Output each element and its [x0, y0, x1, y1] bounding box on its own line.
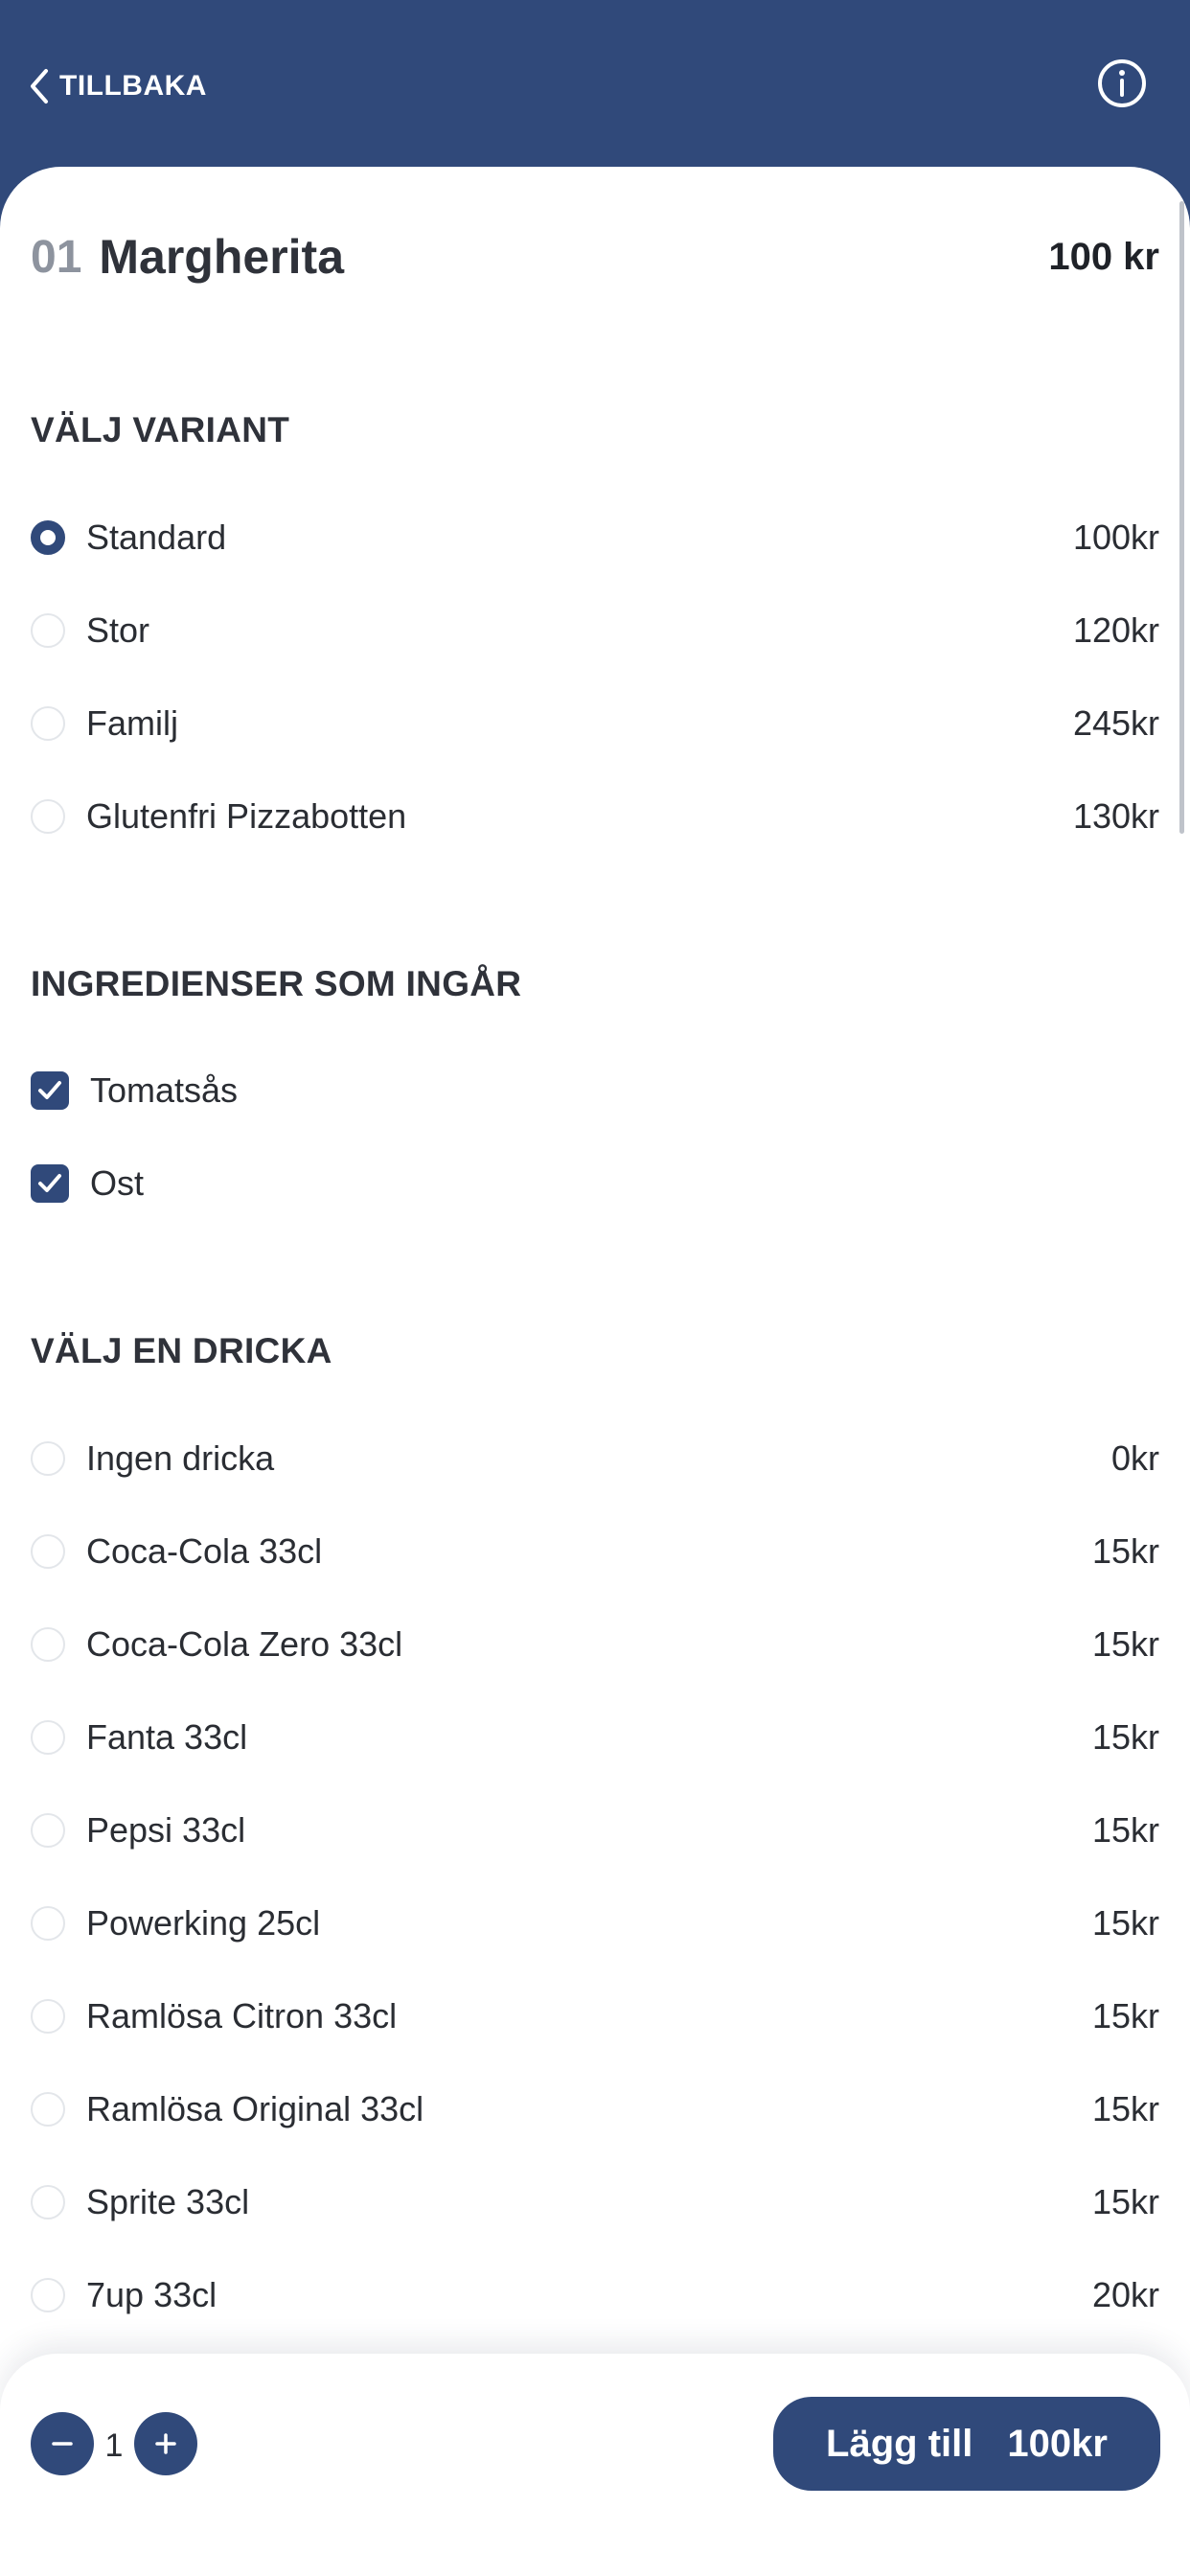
quantity-value: 1 — [104, 2427, 124, 2464]
ingredient-item-ost[interactable] — [31, 1150, 1159, 1217]
info-icon — [1096, 58, 1148, 109]
radio-empty-icon[interactable] — [31, 1627, 65, 1662]
variant-section-title: VÄLJ VARIANT — [31, 410, 290, 449]
ingredient-label: Tomatsås — [90, 1070, 239, 1110]
drink-option[interactable] — [31, 1890, 1159, 1957]
drink-option[interactable] — [31, 1797, 1159, 1864]
drink-label: Pepsi 33cl — [86, 1810, 246, 1850]
drink-option[interactable] — [31, 1983, 1159, 2050]
drink-option[interactable] — [31, 1425, 1159, 1492]
variant-price: 130kr — [1072, 796, 1159, 836]
drink-price: 15kr — [1091, 1531, 1159, 1571]
drink-price: 15kr — [1091, 2089, 1159, 2128]
drink-price: 15kr — [1091, 1903, 1159, 1943]
radio-empty-icon[interactable] — [31, 799, 65, 834]
radio-selected-icon[interactable] — [31, 520, 65, 555]
drink-price: 15kr — [1091, 1717, 1159, 1757]
drink-price: 15kr — [1091, 2182, 1159, 2221]
ingredient-label: Ost — [90, 1163, 145, 1203]
radio-empty-icon[interactable] — [31, 2278, 65, 2312]
variant-label: Stor — [86, 610, 150, 650]
variant-option-stor[interactable] — [31, 597, 1159, 664]
back-label: TILLBAKA — [59, 70, 207, 102]
drink-option[interactable] — [31, 2076, 1159, 2143]
drink-option[interactable] — [31, 1704, 1159, 1771]
drink-label: Coca-Cola 33cl — [86, 1531, 323, 1571]
variant-option-standard[interactable] — [31, 504, 1159, 571]
drink-label: Sprite 33cl — [86, 2182, 250, 2221]
radio-empty-icon[interactable] — [31, 2185, 65, 2220]
minus-icon — [50, 2431, 75, 2456]
add-to-cart-button[interactable] — [773, 2397, 1160, 2491]
decrease-quantity-button[interactable] — [31, 2412, 94, 2475]
radio-empty-icon[interactable] — [31, 1813, 65, 1848]
drink-label: Powerking 25cl — [86, 1903, 321, 1943]
variant-price: 245kr — [1072, 703, 1159, 743]
plus-icon — [153, 2431, 178, 2456]
drink-price: 0kr — [1110, 1438, 1159, 1478]
radio-empty-icon[interactable] — [31, 706, 65, 741]
drink-price: 15kr — [1091, 1624, 1159, 1664]
drink-price: 15kr — [1091, 1996, 1159, 2036]
drink-label: Ramlösa Citron 33cl — [86, 1996, 398, 2036]
radio-empty-icon[interactable] — [31, 1720, 65, 1755]
drink-option[interactable] — [31, 1611, 1159, 1678]
product-header — [31, 226, 1159, 288]
scrollbar[interactable] — [1179, 201, 1184, 834]
drink-label: Coca-Cola Zero 33cl — [86, 1624, 403, 1664]
drink-option[interactable] — [31, 2169, 1159, 2236]
add-button-price: 100kr — [1007, 2422, 1108, 2465]
variant-price: 120kr — [1072, 610, 1159, 650]
ingredient-item-tomatsas[interactable] — [31, 1057, 1159, 1124]
variant-option-familj[interactable] — [31, 690, 1159, 757]
radio-empty-icon[interactable] — [31, 1999, 65, 2034]
drink-price: 20kr — [1091, 2275, 1159, 2314]
product-name: Margherita — [99, 230, 345, 284]
add-button-label: Lägg till — [826, 2422, 973, 2465]
radio-empty-icon[interactable] — [31, 1534, 65, 1569]
back-button[interactable] — [29, 56, 207, 117]
ingredients-section-title: INGREDIENSER SOM INGÅR — [31, 964, 522, 1003]
variant-label: Familj — [86, 703, 178, 743]
drink-price: 15kr — [1091, 1810, 1159, 1850]
product-price: 100 kr — [1048, 235, 1159, 278]
radio-empty-icon[interactable] — [31, 2092, 65, 2127]
drink-label: Ramlösa Original 33cl — [86, 2089, 424, 2128]
variant-price: 100kr — [1072, 518, 1159, 557]
drink-label: Fanta 33cl — [86, 1717, 248, 1757]
drink-option[interactable] — [31, 1518, 1159, 1585]
checkbox-checked-icon[interactable] — [31, 1071, 69, 1110]
variant-option-glutenfri[interactable] — [31, 783, 1159, 850]
drink-label: Ingen dricka — [86, 1438, 275, 1478]
variant-label: Standard — [86, 518, 227, 557]
radio-empty-icon[interactable] — [31, 1906, 65, 1941]
checkbox-checked-icon[interactable] — [31, 1164, 69, 1203]
radio-empty-icon[interactable] — [31, 1441, 65, 1476]
product-number: 01 — [31, 231, 82, 283]
drink-label: 7up 33cl — [86, 2275, 217, 2314]
drink-option[interactable] — [31, 2262, 1159, 2329]
chevron-left-icon — [29, 67, 50, 105]
increase-quantity-button[interactable] — [134, 2412, 197, 2475]
variant-label: Glutenfri Pizzabotten — [86, 796, 407, 836]
drink-section-title: VÄLJ EN DRICKA — [31, 1331, 332, 1370]
radio-empty-icon[interactable] — [31, 613, 65, 648]
info-button[interactable] — [1096, 58, 1148, 109]
